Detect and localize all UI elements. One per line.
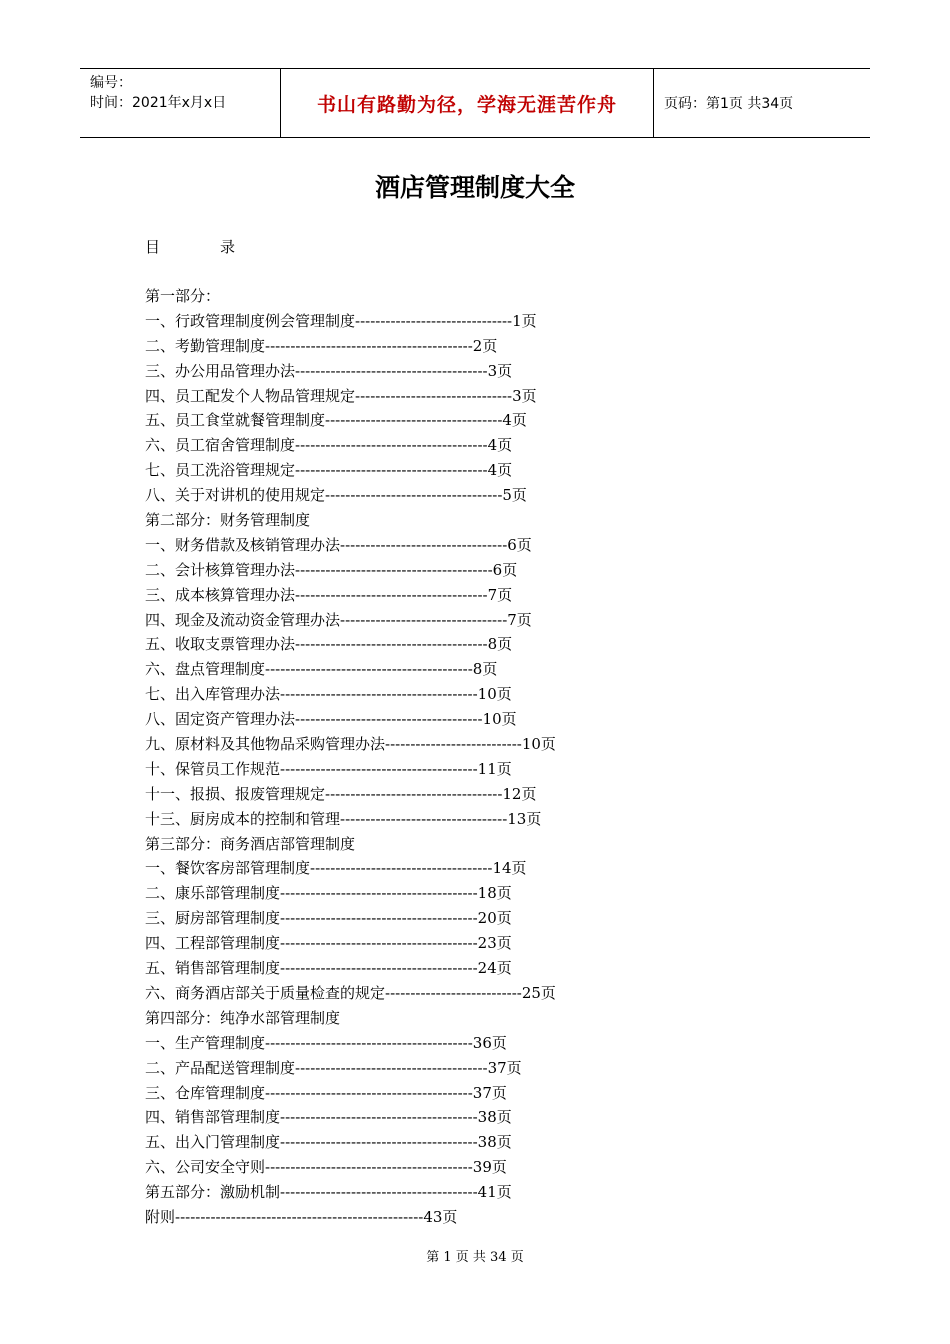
toc-entry: 八、关于对讲机的使用规定-----------------------------------5页 [145,486,527,505]
toc-entry: 八、固定资产管理办法-------------------------------------10页 [145,710,517,729]
toc-entry: 三、办公用品管理办法--------------------------------------3页 [145,361,513,380]
toc-entry: 十三、厨房成本的控制和管理---------------------------------13页 [145,809,542,828]
toc-entry: 十、保管员工作规范---------------------------------------11页 [145,759,512,778]
toc-entry: 九、原材料及其他物品采购管理办法---------------------------10页 [145,735,556,754]
page-header [80,68,870,138]
toc-entry: 五、收取支票管理办法--------------------------------------8页 [145,635,513,654]
motto: 书山有路勤为径，学海无涯苦作舟 [316,93,617,116]
toc-entry: 四、工程部管理制度---------------------------------------23页 [145,934,512,953]
document-title: 酒店管理制度大全 [374,173,575,202]
toc-entry: 四、员工配发个人物品管理规定-------------------------------3页 [145,386,537,405]
toc-entry: 二、康乐部管理制度---------------------------------------18页 [145,884,512,903]
toc-entry: 七、员工洗浴管理规定--------------------------------------4页 [145,461,513,480]
toc-entry: 二、会计核算管理办法---------------------------------------6页 [145,560,518,579]
toc-entry: 四、现金及流动资金管理办法---------------------------------7页 [145,610,532,629]
toc-entry: 第二部分：财务管理制度 [145,511,311,530]
toc-entry: 一、行政管理制度例会管理制度-------------------------------1页 [145,311,537,330]
header-page-label: 页码：第1页 共34页 [664,96,794,112]
toc-entry: 第四部分：纯净水部管理制度 [145,1008,341,1027]
table-of-contents [145,284,845,1230]
toc-heading-part2: 录 [220,238,236,256]
serial-label: 编号： [90,75,132,91]
toc-heading-part1: 目 [145,238,161,256]
toc-entry: 十一、报损、报废管理规定-----------------------------------12页 [145,784,537,803]
toc-entry: 一、餐饮客房部管理制度------------------------------------14页 [145,859,527,878]
toc-entry: 五、出入门管理制度---------------------------------------38页 [145,1133,512,1152]
date-label: 时间：2021年x月x日 [90,95,227,111]
header-motto-cell [281,69,654,137]
toc-entry: 六、盘点管理制度-----------------------------------------8页 [145,660,498,679]
toc-entry: 二、考勤管理制度-----------------------------------------2页 [145,336,498,355]
toc-entry: 一、财务借款及核销管理办法---------------------------------6页 [145,535,532,554]
toc-entry: 五、销售部管理制度---------------------------------------24页 [145,959,512,978]
toc-entry: 七、出入库管理办法---------------------------------------10页 [145,685,512,704]
toc-entry: 二、产品配送管理制度--------------------------------------37页 [145,1058,522,1077]
toc-entry: 第三部分：商务酒店部管理制度 [145,834,356,853]
toc-entry: 六、公司安全守则-----------------------------------------39页 [145,1158,507,1177]
header-page-cell [654,69,870,137]
toc-entry: 四、销售部管理制度---------------------------------------38页 [145,1108,512,1127]
toc-heading [145,236,235,257]
toc-entry: 三、仓库管理制度-----------------------------------------37页 [145,1083,507,1102]
toc-entry: 附则-------------------------------------------------43页 [145,1207,458,1226]
toc-entry: 三、厨房部管理制度---------------------------------------20页 [145,909,512,928]
toc-entry: 第五部分：激励机制---------------------------------------41页 [145,1183,512,1202]
toc-entry: 三、成本核算管理办法--------------------------------------7页 [145,585,513,604]
toc-entry: 五、员工食堂就餐管理制度-----------------------------------4页 [145,411,527,430]
toc-entry: 一、生产管理制度-----------------------------------------36页 [145,1033,507,1052]
page-footer: 第 1 页 共 34 页 [426,1250,524,1265]
toc-entry: 六、商务酒店部关于质量检查的规定---------------------------25页 [145,983,556,1002]
header-meta [80,69,281,137]
toc-entry: 六、员工宿舍管理制度--------------------------------------4页 [145,436,513,455]
toc-entry: 第一部分： [145,287,221,305]
